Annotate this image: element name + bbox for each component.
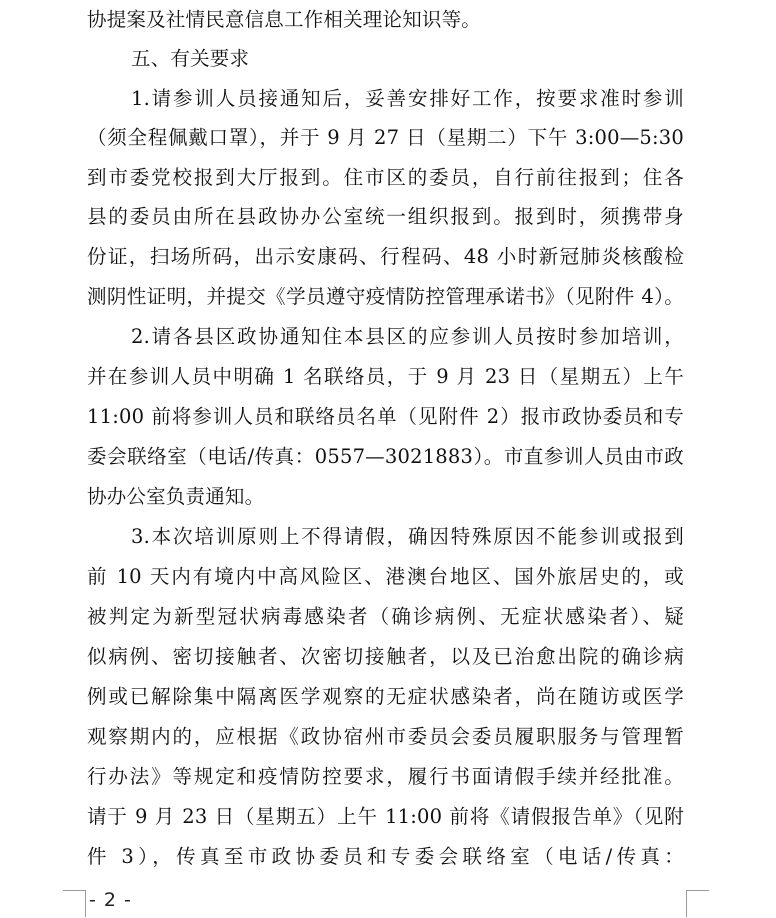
page-corner-mark-right	[686, 890, 709, 917]
section-heading: 五、有关要求	[131, 47, 250, 70]
text-line: 到市委党校报到大厅报到。住市区的委员，自行前往报到；住各	[87, 166, 684, 189]
text-line: 并在参训人员中明确 1 名联络员，于 9 月 23 日（星期五）上午	[87, 365, 684, 388]
page-number: - 2 -	[89, 889, 132, 911]
text-line: 被判定为新型冠状病毒感染者（确诊病例、无症状感染者）、疑	[87, 605, 684, 628]
text-line: 前 10 天内有境内中高风险区、港澳台地区、国外旅居史的，或	[87, 565, 684, 588]
text-line: 1.请参训人员接通知后，妥善安排好工作，按要求准时参训	[131, 87, 684, 110]
text-line: 请于 9 月 23 日（星期五）上午 11:00 前将《请假报告单》（见附	[87, 805, 684, 828]
text-line: 协提案及社情民意信息工作相关理论知识等。	[87, 8, 482, 31]
page-corner-mark-left	[63, 890, 86, 917]
text-line: 11:00 前将参训人员和联络员名单（见附件 2）报市政协委员和专	[87, 405, 684, 428]
text-line: （须全程佩戴口罩），并于 9 月 27 日（星期二）下午 3:00—5:30	[87, 126, 684, 149]
text-line: 2.请各县区政协通知住本县区的应参训人员按时参加培训，	[131, 325, 684, 348]
text-line: 观察期内的，应根据《政协宿州市委员会委员履职服务与管理暂	[87, 725, 684, 748]
text-line: 县的委员由所在县政协办公室统一组织报到。报到时，须携带身	[87, 205, 684, 228]
text-line: 委会联络室（电话/传真：0557—3021883）。市直参训人员由市政	[87, 445, 684, 468]
text-line: 协办公室负责通知。	[87, 485, 265, 508]
text-line: 3.本次培训原则上不得请假，确因特殊原因不能参训或报到	[131, 525, 684, 548]
text-line: 件 3），传真至市政协委员和专委会联络室（电话/传真：	[87, 845, 684, 868]
text-line: 测阴性证明，并提交《学员遵守疫情防控管理承诺书》（见附件 4）。	[87, 285, 684, 308]
text-line: 行办法》等规定和疫情防控要求，履行书面请假手续并经批准。	[87, 765, 684, 788]
text-line: 份证，扫场所码，出示安康码、行程码、48 小时新冠肺炎核酸检	[87, 245, 684, 268]
text-line: 例或已解除集中隔离医学观察的无症状感染者，尚在随访或医学	[87, 685, 684, 708]
text-line: 似病例、密切接触者、次密切接触者，以及已治愈出院的确诊病	[87, 645, 684, 668]
